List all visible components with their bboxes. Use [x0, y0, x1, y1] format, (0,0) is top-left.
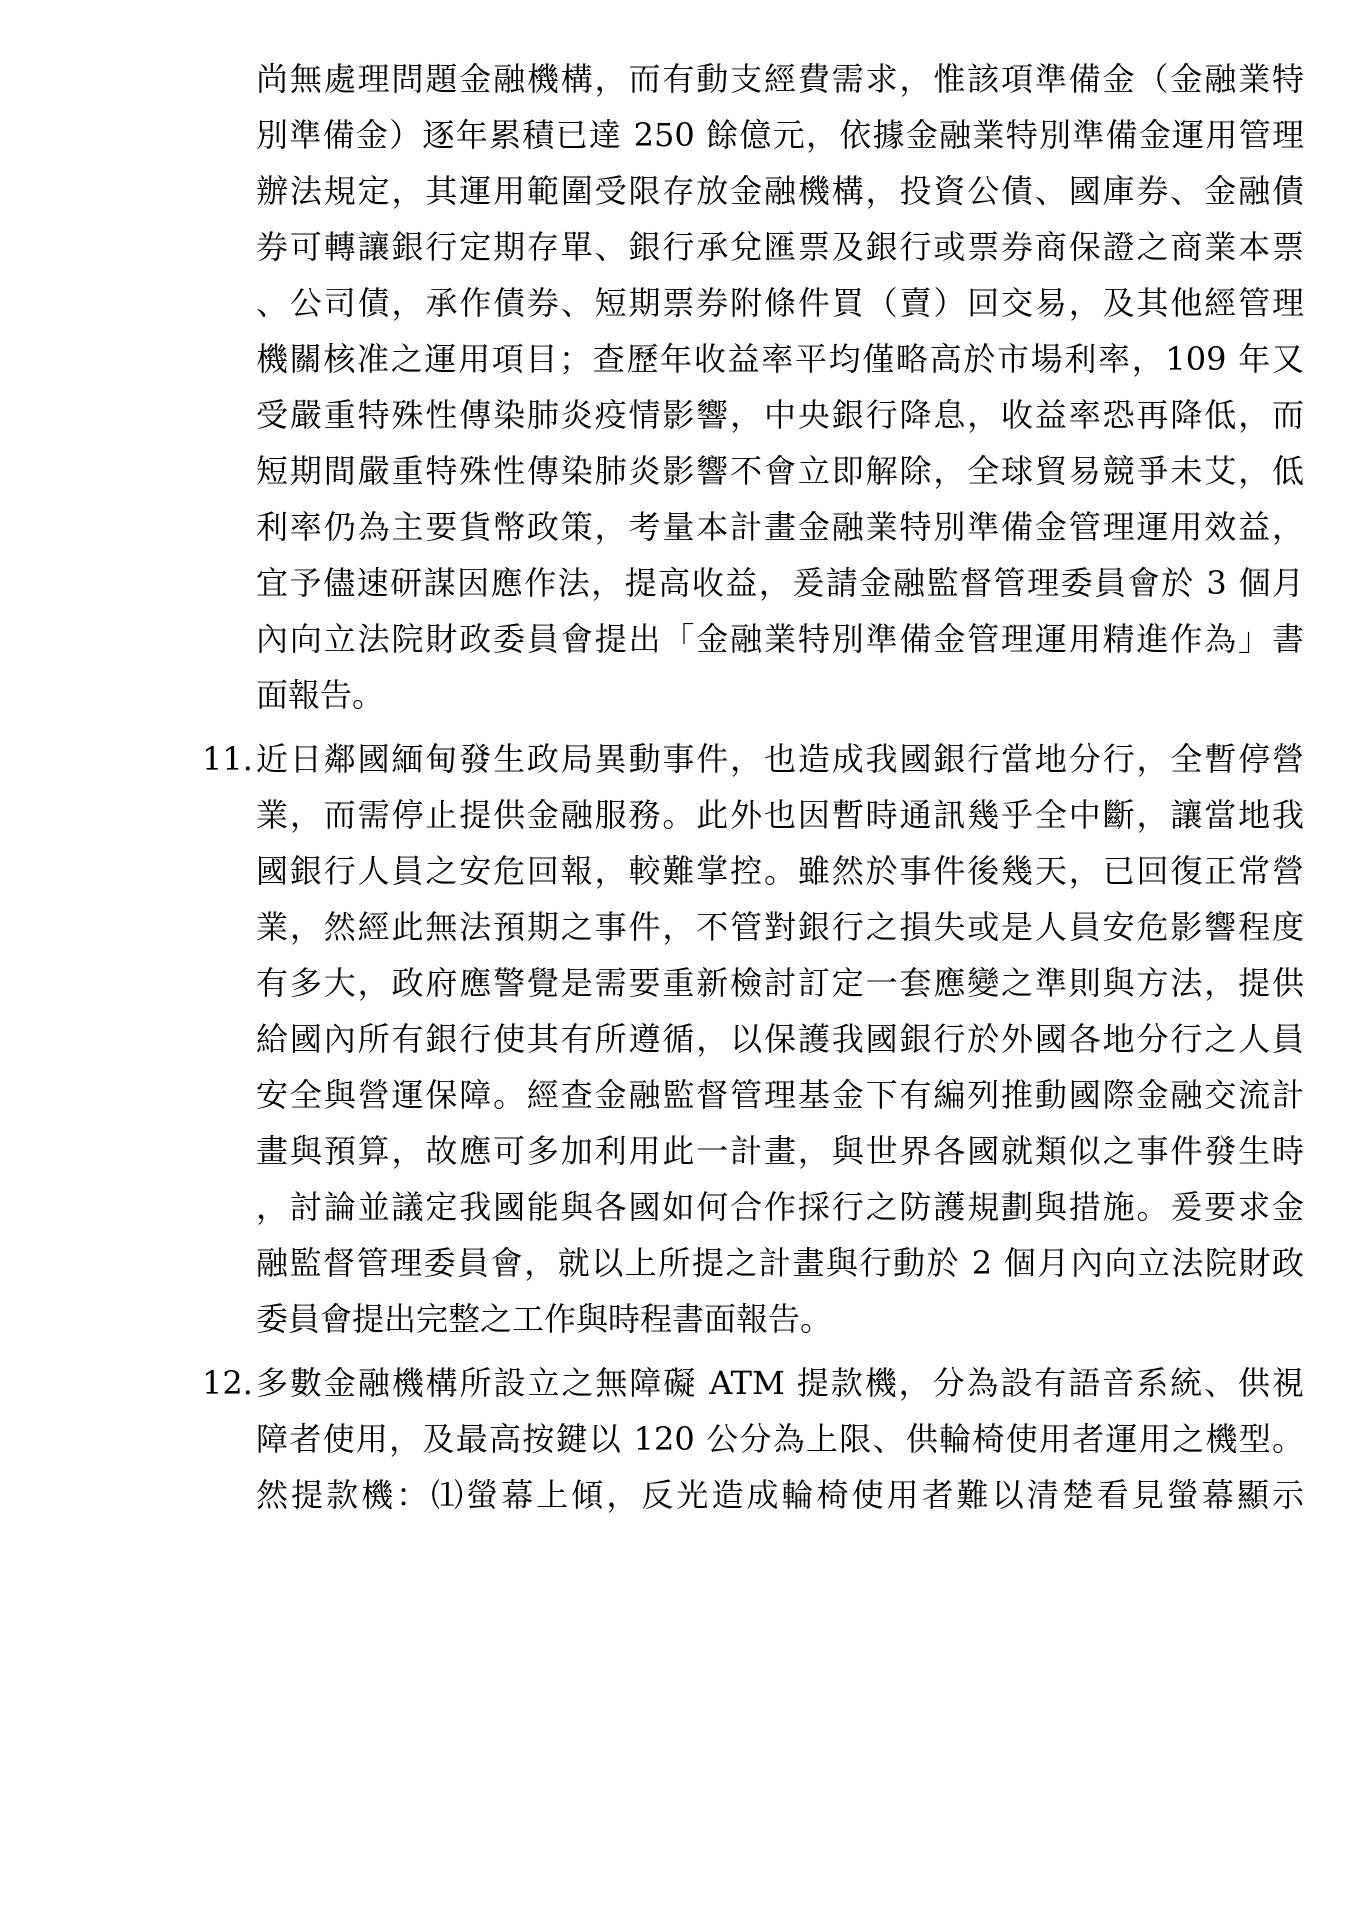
text-line: 近日鄰國緬甸發生政局異動事件，也造成我國銀行當地分行，全暫停營 [256, 740, 1304, 778]
text-line: 辦法規定，其運用範圍受限存放金融機構，投資公債、國庫券、金融債 [256, 172, 1304, 210]
text-line: 別準備金）逐年累積已達 250 餘億元，依據金融業特別準備金運用管理 [256, 116, 1304, 154]
text-line: 券可轉讓銀行定期存單、銀行承兌匯票及銀行或票券商保證之商業本票 [256, 228, 1304, 266]
text-line: ，討論並議定我國能與各國如何合作採行之防護規劃與措施。爰要求金 [256, 1188, 1304, 1226]
item-number: 12. [202, 1364, 253, 1402]
text-line: 業，然經此無法預期之事件，不管對銀行之損失或是人員安危影響程度 [256, 908, 1304, 946]
text-line: 短期間嚴重特殊性傳染肺炎影響不會立即解除，全球貿易競爭未艾，低 [256, 452, 1304, 490]
text-line: 障者使用，及最高按鍵以 120 公分為上限、供輪椅使用者運用之機型。 [256, 1420, 1304, 1458]
text-line: 國銀行人員之安危回報，較難掌控。雖然於事件後幾天，已回復正常營 [256, 852, 1304, 890]
text-line: 然提款機：⑴螢幕上傾，反光造成輪椅使用者難以清楚看見螢幕顯示 [256, 1476, 1304, 1514]
text-line: 融監督管理委員會，就以上所提之計畫與行動於 2 個月內向立法院財政 [256, 1244, 1304, 1282]
text-line: 面報告。 [256, 676, 385, 714]
text-line: 、公司債，承作債券、短期票券附條件買（賣）回交易，及其他經管理 [256, 284, 1304, 322]
text-line: 畫與預算，故應可多加利用此一計畫，與世界各國就類似之事件發生時 [256, 1132, 1304, 1170]
text-line: 有多大，政府應警覺是需要重新檢討訂定一套應變之準則與方法，提供 [256, 964, 1304, 1002]
text-line: 內向立法院財政委員會提出「金融業特別準備金管理運用精進作為」書 [256, 620, 1304, 658]
text-line: 多數金融機構所設立之無障礙 ATM 提款機，分為設有語音系統、供視 [256, 1364, 1304, 1402]
text-line: 給國內所有銀行使其有所遵循，以保護我國銀行於外國各地分行之人員 [256, 1020, 1304, 1058]
text-line: 業，而需停止提供金融服務。此外也因暫時通訊幾乎全中斷，讓當地我 [256, 796, 1304, 834]
text-line: 受嚴重特殊性傳染肺炎疫情影響，中央銀行降息，收益率恐再降低，而 [256, 396, 1304, 434]
text-line: 機關核准之運用項目；查歷年收益率平均僅略高於市場利率，109 年又 [256, 340, 1304, 378]
text-line: 委員會提出完整之工作與時程書面報告。 [256, 1300, 833, 1338]
text-line: 利率仍為主要貨幣政策，考量本計畫金融業特別準備金管理運用效益， [256, 508, 1304, 546]
item-number: 11. [202, 740, 253, 778]
text-line: 安全與營運保障。經查金融監督管理基金下有編列推動國際金融交流計 [256, 1076, 1304, 1114]
text-line: 尚無處理問題金融機構，而有動支經費需求，惟該項準備金（金融業特 [256, 60, 1304, 98]
text-line: 宜予儘速研謀因應作法，提高收益，爰請金融監督管理委員會於 3 個月 [256, 564, 1304, 602]
